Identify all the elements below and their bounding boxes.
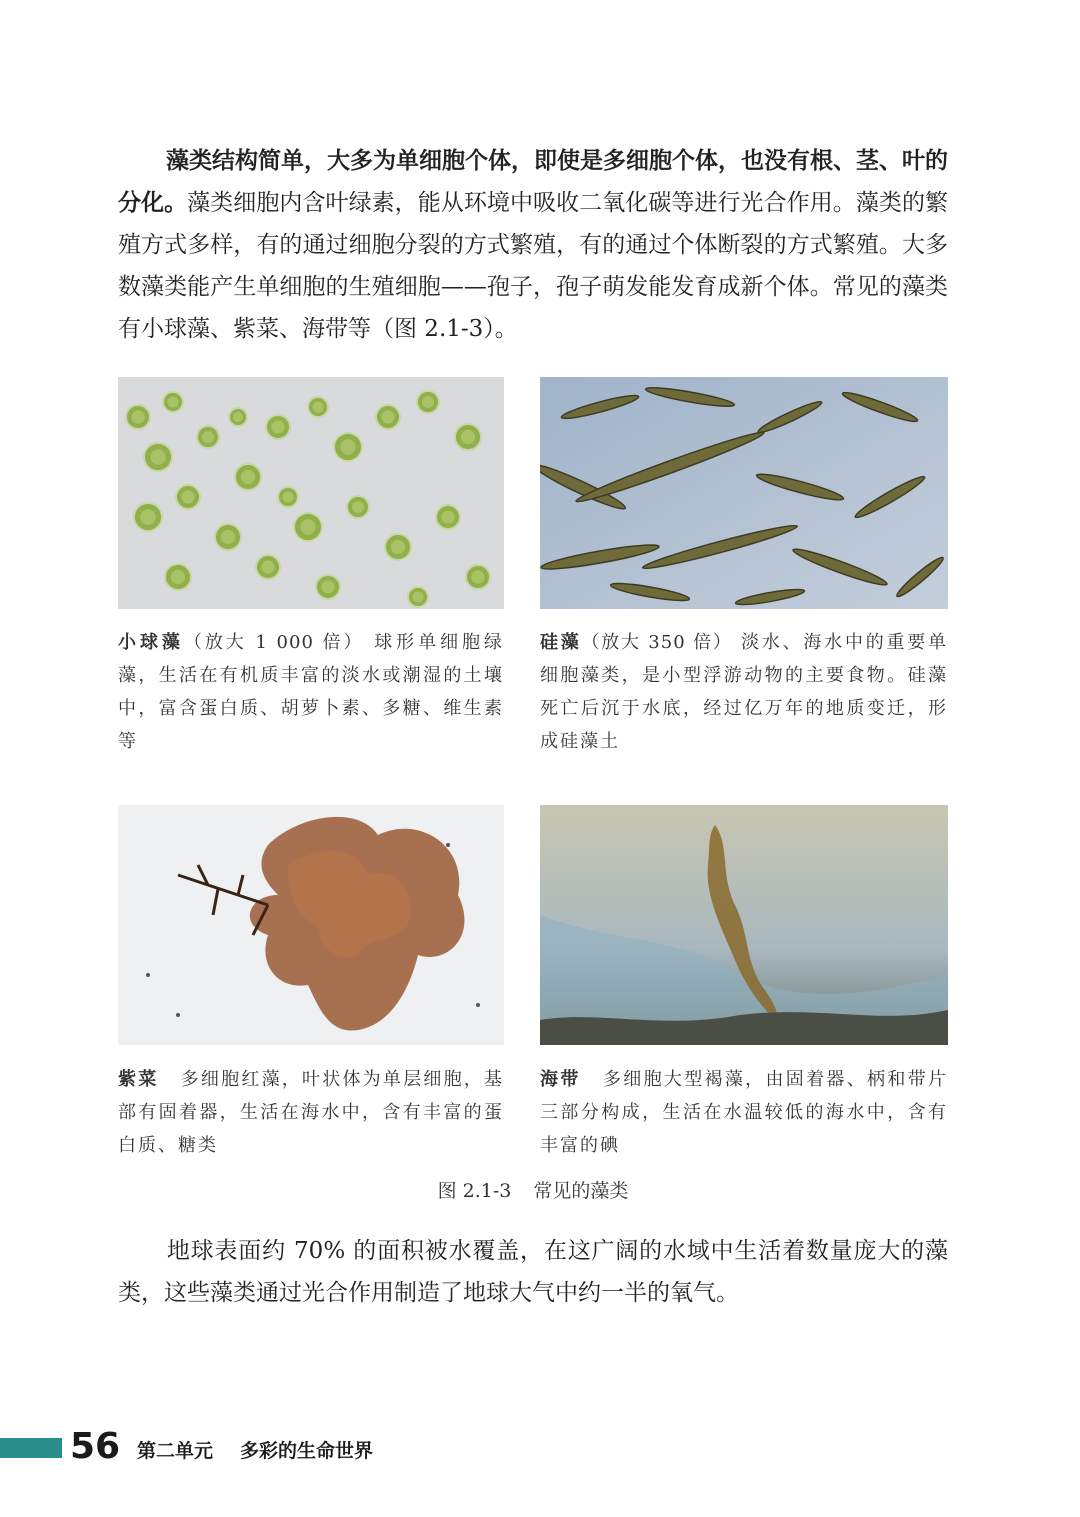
diatom-caption-magnification: （放大 350 倍） [581,632,733,653]
chlorella-photo [118,377,504,609]
kelp-caption-description: 多细胞大型褐藻，由固着器、柄和带片三部分构成，生活在水温较低的海水中，含有丰富的碘 [540,1069,949,1156]
chlorella-caption [118,626,504,758]
figure-caption-text: 常见的藻类 [533,1180,629,1202]
kelp-caption-title: 海带 [540,1069,581,1090]
figure-caption-number: 图 2.1-3 [437,1180,512,1202]
diatom-caption-title: 硅藻 [540,632,582,653]
page-number: 56 [70,1426,121,1467]
chlorella-caption-title: 小球藻 [118,632,184,653]
chlorella-caption-description: 球形单细胞绿藻，生活在有机质丰富的淡水或潮湿的土壤中，富含蛋白质、胡萝卜素、多糖、维生素等 [118,632,504,752]
chlorella-caption-magnification: （放大 1 000 倍） [183,632,365,653]
porphyra-photo [118,805,504,1045]
closing-paragraph [118,1230,948,1314]
intro-paragraph-rest: 藻类细胞内含叶绿素，能从环境中吸收二氧化碳等进行光合作用。藻类的繁殖方式多样，有的通过细胞分裂的方式繁殖，有的通过个体断裂的方式繁殖。大多数藻类能产生单细胞的生殖细胞——孢子，孢子萌发能发育成新个体。常见的藻类有小球藻、紫菜、海带等（图 2.1-3）。 [118,190,949,342]
intro-paragraph [118,140,948,350]
footer-unit-title: 多彩的生命世界 [240,1440,374,1462]
porphyra-caption [118,1063,504,1162]
footer-unit-label: 第二单元 [137,1440,214,1462]
kelp-photo [540,805,948,1045]
footer-accent-bar [0,1438,62,1458]
diatom-caption-description: 淡水、海水中的重要单细胞藻类，是小型浮游动物的主要食物。硅藻死亡后沉于水底，经过亿万年的地质变迁，形成硅藻土 [540,632,948,752]
closing-paragraph-text: 地球表面约 70% 的面积被水覆盖，在这广阔的水域中生活着数量庞大的藻类，这些藻类通过光合作用制造了地球大气中约一半的氧气。 [118,1238,948,1306]
kelp-caption [540,1063,948,1162]
figure-caption [118,1176,948,1203]
porphyra-caption-title: 紫菜 [118,1069,159,1090]
diatom-photo [540,377,948,609]
diatom-caption [540,626,948,758]
intro-paragraph-bold: 藻类结构简单，大多为单细胞个体，即使是多细胞个体，也没有根、茎、叶的分化。 [118,148,948,216]
porphyra-caption-description: 多细胞红藻，叶状体为单层细胞，基部有固着器，生活在海水中，含有丰富的蛋白质、糖类 [118,1069,505,1156]
